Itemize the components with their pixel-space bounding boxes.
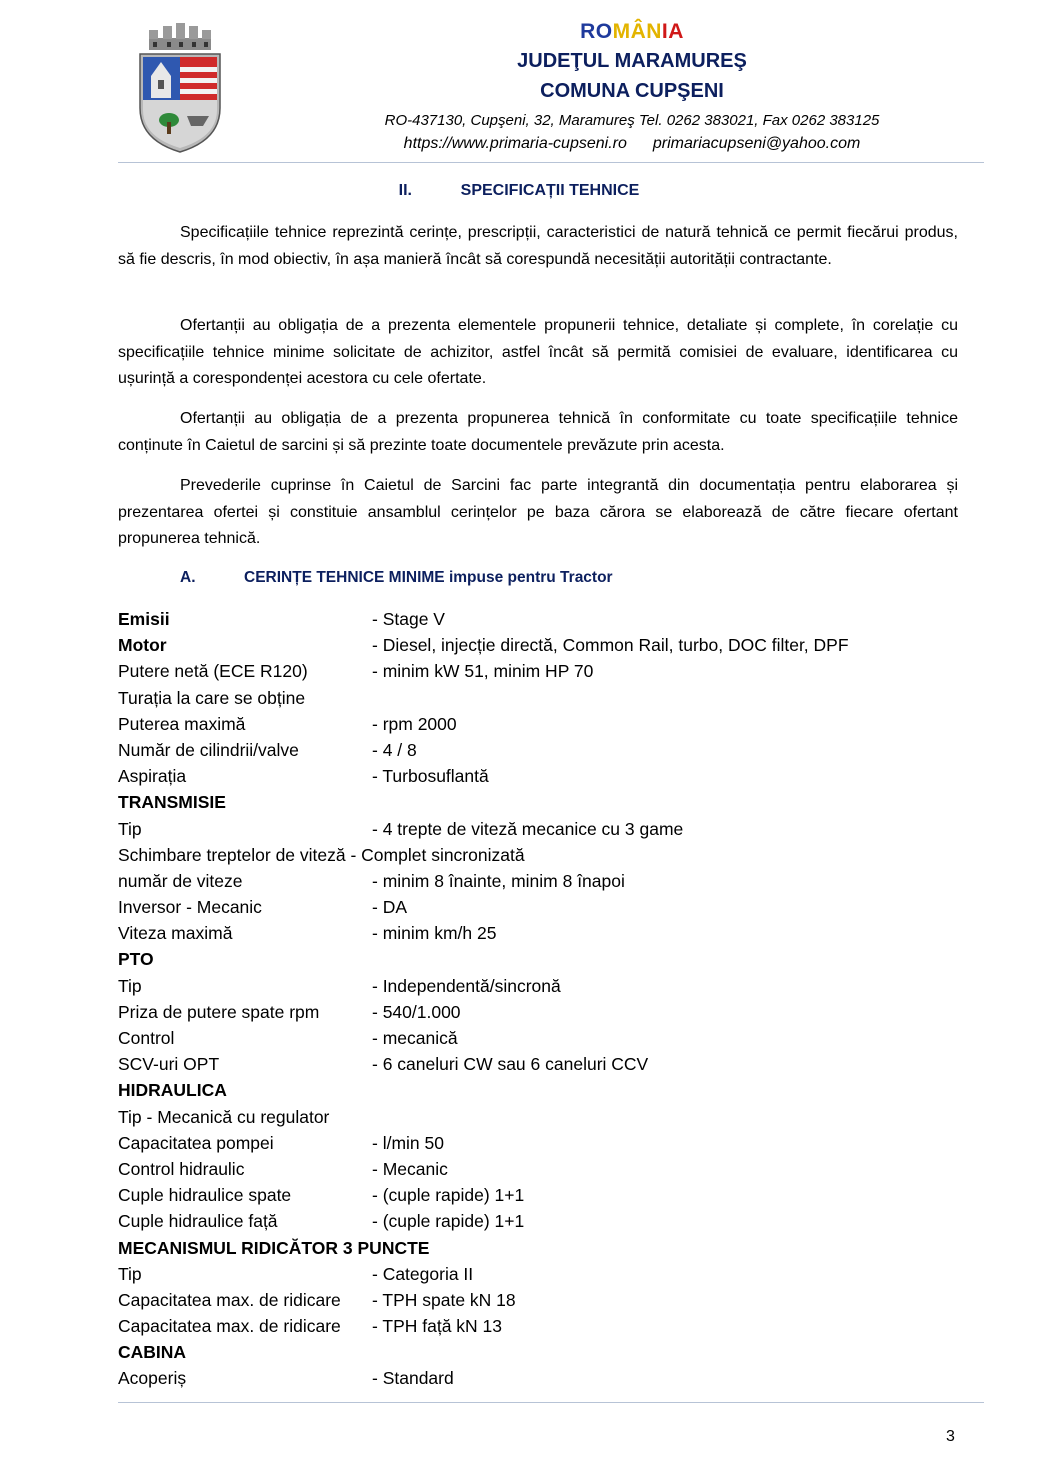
spec-row (118, 711, 978, 737)
spec-row (118, 1365, 978, 1391)
spec-section-row (118, 1339, 978, 1365)
spec-key: Motor (118, 635, 167, 656)
subsection-title (180, 569, 613, 587)
spec-section-row (118, 1077, 978, 1103)
spec-value: - 6 caneluri CW sau 6 caneluri CCV (372, 1054, 649, 1075)
spec-row (118, 1104, 978, 1130)
spec-value: - mecanică (372, 1028, 458, 1048)
spec-key: Control hidraulic (118, 1158, 245, 1179)
spec-key: Tip (118, 818, 142, 839)
county-name: JUDEŢUL MARAMUREŞ (517, 50, 747, 72)
commune-name: COMUNA CUPŞENI (540, 80, 724, 102)
country-name-part-1: RO (580, 20, 613, 43)
spec-value: - minim 8 înainte, minim 8 înapoi (372, 870, 625, 891)
spec-key: TRANSMISIE (118, 792, 226, 813)
spec-value: - (cuple rapide) 1+1 (372, 1185, 525, 1206)
spec-row (118, 1130, 978, 1156)
spec-key: Tip (118, 1263, 142, 1284)
spec-value: - rpm 2000 (372, 713, 457, 734)
footer-divider (118, 1402, 984, 1403)
spec-value: - TPH spate kN 18 (372, 1289, 516, 1310)
spec-value: - Categoria II (372, 1263, 474, 1284)
coat-of-arms-logo (137, 22, 223, 154)
email-link[interactable]: primariacupseni@yahoo.com (652, 135, 861, 152)
spec-key: Inversor - Mecanic (118, 897, 262, 918)
spec-row (118, 1261, 978, 1287)
spec-row (118, 842, 978, 868)
spec-row (118, 894, 978, 920)
spec-section-row (118, 789, 978, 815)
spec-key: Cuple hidraulice spate (118, 1185, 292, 1206)
spec-key: Viteza maximă (118, 923, 233, 944)
spec-key: Tip (118, 975, 142, 996)
spec-key: CABINA (118, 1342, 187, 1363)
spec-row (118, 658, 978, 684)
spec-section-row (118, 946, 978, 972)
spec-row (118, 737, 978, 763)
spec-key: Puterea maximă (118, 713, 246, 734)
country-name-part-2: MÂN (612, 20, 662, 43)
spec-value: - Independentă/sincronă (372, 975, 561, 996)
spec-key: Capacitatea pompei (118, 1132, 274, 1153)
spec-section-row (118, 1235, 978, 1261)
spec-key: Capacitatea max. de ridicare (118, 1289, 341, 1310)
section-title (0, 182, 1038, 200)
spec-row (118, 999, 978, 1025)
subsection-title-text: CERINȚE TEHNICE MINIME impuse pentru Tractor (244, 569, 613, 586)
spec-row (118, 1156, 978, 1182)
spec-key: Putere netă (ECE R120) (118, 661, 308, 682)
country-name (262, 20, 1002, 44)
spec-key: Cuple hidraulice față (118, 1211, 278, 1232)
spec-value: - Mecanic (372, 1158, 448, 1179)
spec-key: Tip - Mecanică cu regulator (118, 1106, 330, 1127)
country-name-part-3: IA (661, 20, 684, 43)
spec-value: - Standard (372, 1368, 454, 1389)
spec-row (118, 763, 978, 789)
spec-value: - (cuple rapide) 1+1 (372, 1211, 525, 1232)
spec-row (118, 1287, 978, 1313)
spec-key: Acoperiș (118, 1368, 187, 1389)
contact-address: RO-437130, Cupşeni, 32, Maramureş Tel. 0262 383021, Fax 0262 383125 (384, 112, 880, 129)
spec-key: SCV-uri OPT (118, 1054, 220, 1075)
spec-key: HIDRAULICA (118, 1080, 227, 1101)
spec-value: - 4 trepte de viteză mecanice cu 3 game (372, 818, 684, 839)
section-number: II. (398, 182, 412, 199)
spec-section-row (118, 632, 978, 658)
paragraph: Specificațiile tehnice reprezintă cerințe, prescripții, caracteristici de natură tehnică ce permit fiecărui produs, să fie descris, în mod obiectiv, în așa manieră încât să corespundă necesității autorității contractante. (118, 224, 958, 268)
page-number: 3 (946, 1428, 955, 1445)
spec-section-row (118, 606, 978, 632)
spec-key: Priza de putere spate rpm (118, 1001, 320, 1022)
spec-row (118, 1313, 978, 1339)
spec-value: - minim km/h 25 (372, 923, 497, 944)
spec-row (118, 1025, 978, 1051)
paragraph: Ofertanții au obligația de a prezenta propunerea tehnică în conformitate cu toate specificațiile tehnice conținute în Caietul de sarcini și să prezinte toate documentele prevăzute prin acesta. (118, 410, 958, 454)
spec-value: - Diesel, injecție directă, Common Rail, turbo, DOC filter, DPF (372, 635, 849, 656)
spec-key: Schimbare treptelor de viteză - Complet sincronizată (118, 844, 525, 865)
spec-row (118, 1208, 978, 1234)
spec-key: număr de viteze (118, 870, 243, 891)
spec-row (118, 920, 978, 946)
paragraph: Prevederile cuprinse în Caietul de Sarcini fac parte integrantă din documentația pentru elaborarea și prezentarea ofertei și constituie ansamblul cerințelor pe baza cărora se elaborează de către fiecare ofertant propunerea tehnică. (118, 477, 958, 547)
spec-value: - 540/1.000 (372, 1001, 461, 1022)
spec-key: Număr de cilindrii/valve (118, 739, 299, 760)
spec-row (118, 816, 978, 842)
spec-row (118, 1051, 978, 1077)
paragraph: Ofertanții au obligația de a prezenta elementele propunerii tehnice, detaliate și complete, în corelație cu specificațiile tehnice minime solicitate de achizitor, astfel încât să permită comisiei de evaluare, identificarea cu ușurință a corespondenței acestora cu cele ofertate. (118, 317, 958, 387)
spec-row (118, 685, 978, 711)
spec-list (118, 606, 978, 1392)
contact-web-line (262, 135, 1002, 153)
spec-row (118, 1182, 978, 1208)
subsection-number: A. (180, 569, 196, 586)
spec-value: - Stage V (372, 609, 445, 629)
spec-key: MECANISMUL RIDICĂTOR 3 PUNCTE (118, 1237, 430, 1258)
section-title-text: SPECIFICAȚII TEHNICE (460, 182, 640, 199)
spec-key: Capacitatea max. de ridicare (118, 1316, 341, 1337)
spec-row (118, 973, 978, 999)
spec-key: Turația la care se obține (118, 687, 306, 708)
spec-row (118, 868, 978, 894)
spec-key: PTO (118, 949, 154, 970)
spec-value: - TPH față kN 13 (372, 1316, 503, 1337)
spec-value: - minim kW 51, minim HP 70 (372, 661, 594, 682)
website-link[interactable]: https://www.primaria-cupseni.ro (403, 135, 627, 152)
spec-value: - 4 / 8 (372, 739, 417, 760)
spec-key: Emisii (118, 609, 170, 629)
spec-value: - DA (372, 897, 407, 918)
spec-key: Control (118, 1028, 175, 1048)
header-divider (118, 162, 984, 163)
spec-value: - Turbosuflantă (372, 766, 489, 787)
spec-key: Aspirația (118, 766, 187, 787)
spec-value: - l/min 50 (372, 1132, 444, 1153)
